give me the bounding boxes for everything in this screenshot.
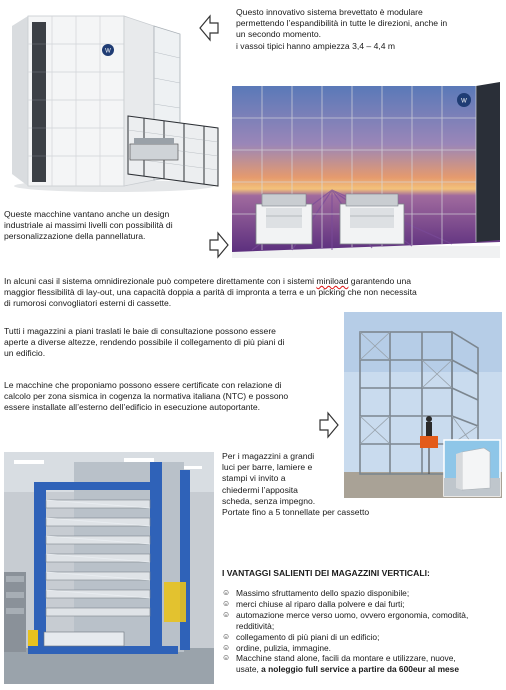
intro-line: i vassoi tipici hanno ampiezza 3,4 – 4,4 m (236, 40, 396, 51)
arrow-right-icon (208, 231, 230, 259)
heavy-line: scheda, senza impegno. (222, 495, 316, 506)
advantage-last-line (222, 664, 504, 675)
advantage-last-start: usate, (236, 664, 262, 675)
blue-rack-warehouse-image (4, 452, 214, 684)
miniload-word: miniload (316, 276, 349, 286)
heavy-line: Portate fino a 5 tonnellate per cassetto (222, 507, 370, 518)
advantage-item: ☺ collegamento di più piani di un edificio; (222, 632, 504, 643)
design-paragraph (4, 209, 226, 243)
svg-text:W: W (105, 48, 111, 55)
intro-paragraph (236, 7, 502, 52)
omni-line-2: maggior flessibilità di lay-out, una capacità doppia a parità di impronta a terra e un picking che non necessita (4, 287, 417, 298)
advantages-list (222, 588, 504, 664)
bays-paragraph (4, 326, 338, 360)
seismic-line: Le macchine che proponiamo possono essere certificate con relazione di (4, 380, 282, 390)
advantage-item: ☺ merci chiuse al riparo dalla polvere e dai furti; (222, 599, 504, 610)
advantage-item: ☺ ordine, pulizia, immagine. (222, 643, 504, 654)
seismic-line: calcolo per zona sismica in cogenza la normativa italiana (NTC) e possono (4, 391, 289, 402)
intro-line: permettendo l’espandibilità in tutte le direzioni, anche in (236, 18, 448, 29)
seismic-paragraph (4, 380, 338, 414)
heavy-line: Per i magazzini a grandi (222, 451, 315, 461)
omnidirectional-paragraph (4, 276, 502, 310)
design-line: personalizzazione della pannellatura. (4, 231, 146, 242)
advantage-item: ☺ Massimo sfruttamento dello spazio disponibile; (222, 588, 504, 599)
heavy-line: luci per barre, lamiere e (222, 462, 313, 473)
bays-line: aperte a diverse altezze, rendendo possibile il collegamento di più piani di (4, 337, 285, 348)
arrow-right-icon (318, 411, 340, 439)
omni-line-1-end: garantendo una (348, 276, 412, 286)
seismic-line: essere installate all’esterno dell’edificio in esecuzione autoportante. (4, 402, 261, 413)
design-line: Queste macchine vantano anche un design (4, 209, 170, 219)
arrow-left-icon (198, 14, 220, 42)
lavender-panel-machine-image (232, 80, 500, 258)
bays-line: Tutti i magazzini a piani traslati le baie di consultazione possono essere (4, 326, 276, 336)
intro-line: Questo innovativo sistema brevettato è modulare (236, 7, 423, 17)
advantage-item: ☺ automazione merce verso uomo, ovvero ergonomia, comodità, (222, 610, 504, 621)
intro-line: un secondo momento. (236, 29, 322, 40)
vertical-warehouse-tower-image (4, 4, 226, 194)
omni-line-3: di rumorosi convogliatori esterni di cassette. (4, 298, 172, 309)
svg-text:W: W (461, 98, 467, 105)
logo-emblem (102, 44, 114, 56)
rental-offer: a noleggio full service a partire da 600eur al mese (261, 664, 459, 675)
advantages-section (222, 568, 504, 675)
heavy-loads-paragraph (222, 451, 402, 518)
omni-line-1-start: In alcuni casi il sistema omnidirezionale può competere direttamente con i sistemi (4, 276, 317, 286)
design-line: industriale ai massimi livelli con possibilità di (4, 220, 173, 231)
advantage-item-continued: redditività; (236, 620, 275, 631)
heavy-line: stampi vi invito a (222, 473, 286, 484)
heavy-line: chiedermi l’apposita (222, 484, 298, 495)
bays-line: un edificio. (4, 348, 46, 359)
advantage-item: ☺ Macchine stand alone, facili da montare e utilizzare, nuove, (222, 653, 504, 664)
omni-line-1 (4, 276, 502, 287)
advantages-heading: I VANTAGGI SALIENTI DEI MAGAZZINI VERTICALI: (222, 568, 430, 578)
